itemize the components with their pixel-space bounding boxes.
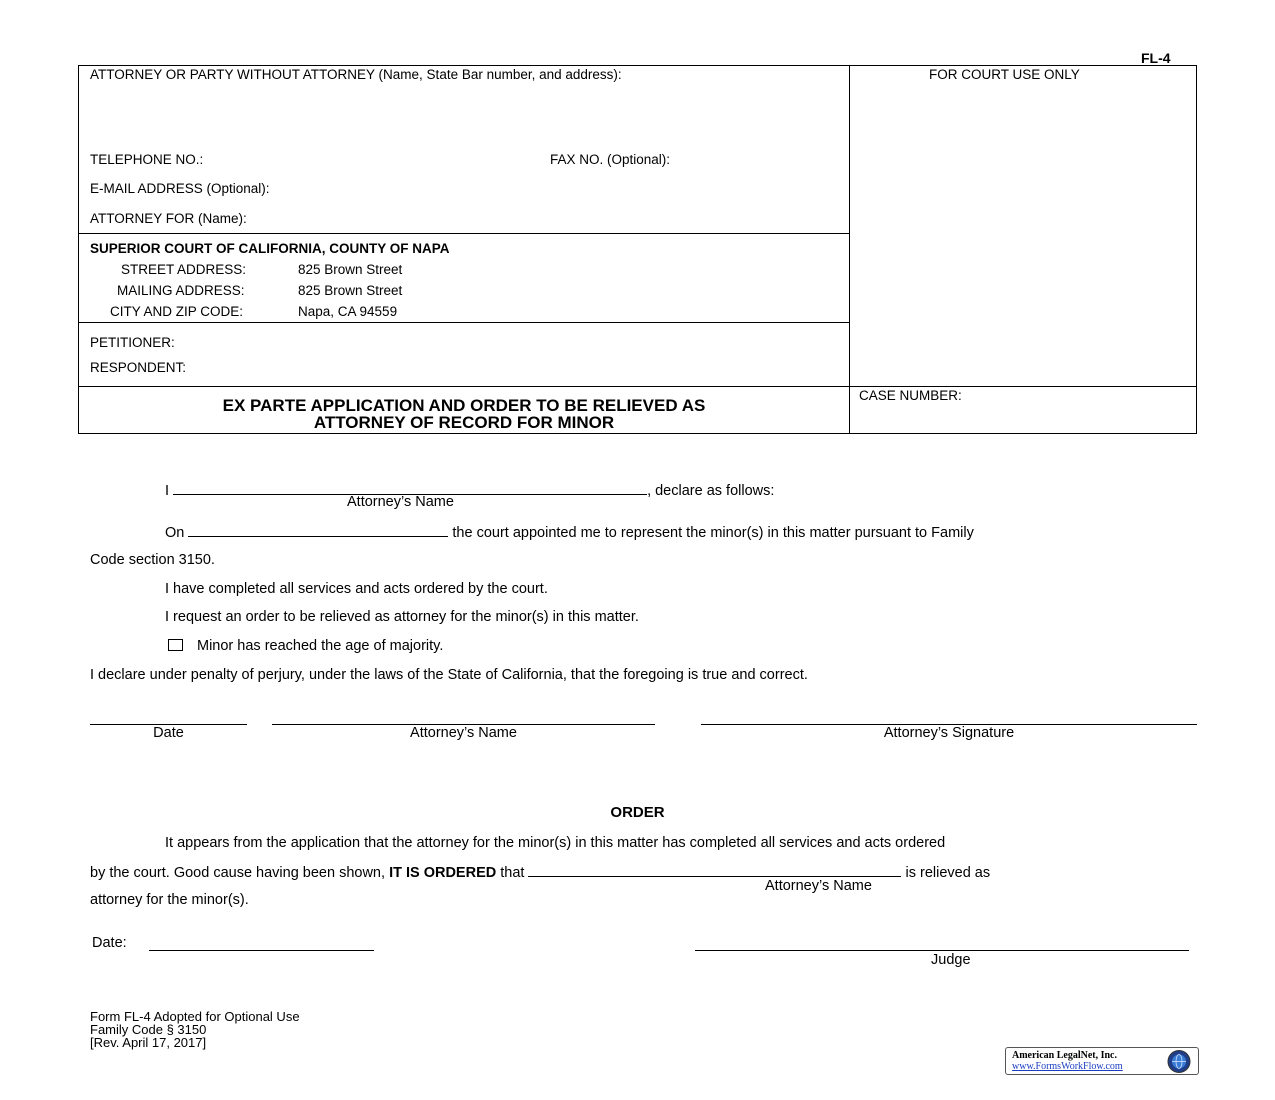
appointment-date-blank[interactable] xyxy=(188,523,448,537)
appointed-line xyxy=(165,523,974,541)
sig-name-caption: Attorney’s Name xyxy=(410,725,517,741)
form-id: FL-4 xyxy=(1141,50,1171,66)
order-attorney-name-blank[interactable] xyxy=(528,863,901,877)
city-label: CITY AND ZIP CODE: xyxy=(110,304,244,319)
order-para-line-1: It appears from the application that the attorney for the minor(s) in this matter has completed all services and acts ordered xyxy=(165,835,946,851)
title-line-1: EX PARTE APPLICATION AND ORDER TO BE RELIEVED AS xyxy=(222,396,706,415)
court-name: SUPERIOR COURT OF CALIFORNIA, COUNTY OF NAPA xyxy=(90,241,450,256)
on-prefix: On xyxy=(165,525,185,541)
majority-checkbox[interactable] xyxy=(168,639,183,651)
attorney-name-caption: Attorney’s Name xyxy=(347,494,454,510)
declare-suffix: , declare as follows: xyxy=(647,483,775,499)
street-value: 825 Brown Street xyxy=(298,262,403,277)
footer-line-2: Family Code § 3150 xyxy=(90,1022,207,1037)
appointed-text: the court appointed me to represent the minor(s) in this matter pursuant to Family xyxy=(452,525,974,541)
caption-divider xyxy=(849,65,850,434)
american-legalnet-logo[interactable] xyxy=(1005,1047,1199,1075)
court-use-label: FOR COURT USE ONLY xyxy=(929,67,1080,82)
sig-date-caption: Date xyxy=(153,725,184,741)
sig-signature-caption: Attorney’s Signature xyxy=(883,725,1015,741)
mailing-label: MAILING ADDRESS: xyxy=(117,283,245,298)
order-heading: ORDER xyxy=(610,804,665,821)
respondent-label: RESPONDENT: xyxy=(90,360,187,375)
order-text-b: that xyxy=(500,865,525,881)
order-para-line-3: attorney for the minor(s). xyxy=(90,892,249,908)
city-value: Napa, CA 94559 xyxy=(298,304,398,319)
order-text-c: is relieved as xyxy=(905,865,991,881)
street-label: STREET ADDRESS: xyxy=(121,262,247,277)
code-section: Code section 3150. xyxy=(90,552,215,568)
attorney-for-label: ATTORNEY FOR (Name): xyxy=(90,211,247,226)
judge-signature-line[interactable] xyxy=(695,950,1189,951)
declare-i: I xyxy=(165,483,170,499)
email-label: E-MAIL ADDRESS (Optional): xyxy=(90,181,270,196)
order-text-a: by the court. Good cause having been shown, xyxy=(90,865,386,881)
judge-label: Judge xyxy=(931,952,971,968)
footer-line-1: Form FL-4 Adopted for Optional Use xyxy=(90,1009,300,1024)
order-date-label: Date: xyxy=(92,935,127,951)
attorney-name-blank[interactable] xyxy=(173,481,647,495)
title-line-2: ATTORNEY OF RECORD FOR MINOR xyxy=(313,413,615,432)
order-name-caption: Attorney’s Name xyxy=(765,878,872,894)
perjury-statement: I declare under penalty of perjury, under the laws of the State of California, that the foregoing is true and correct. xyxy=(90,667,808,683)
caption-rule-1 xyxy=(78,233,850,234)
logo-url[interactable]: www.FormsWorkFlow.com xyxy=(1012,1061,1123,1072)
fax-label: FAX NO. (Optional): xyxy=(550,152,671,167)
declare-line xyxy=(165,481,774,499)
order-date-line[interactable] xyxy=(149,950,374,951)
globe-icon xyxy=(1162,1049,1196,1074)
telephone-label: TELEPHONE NO.: xyxy=(90,152,204,167)
request-statement: I request an order to be relieved as attorney for the minor(s) in this matter. xyxy=(165,609,639,625)
it-is-ordered: IT IS ORDERED xyxy=(389,865,497,881)
majority-label: Minor has reached the age of majority. xyxy=(197,638,444,654)
petitioner-label: PETITIONER: xyxy=(90,335,175,350)
caption-rule-3 xyxy=(78,386,1197,387)
attorney-header: ATTORNEY OR PARTY WITHOUT ATTORNEY (Name, State Bar number, and address): xyxy=(90,67,622,82)
completed-statement: I have completed all services and acts ordered by the court. xyxy=(165,581,548,597)
footer-line-3: [Rev. April 17, 2017] xyxy=(90,1035,207,1050)
case-number-label: CASE NUMBER: xyxy=(859,388,962,403)
caption-rule-2 xyxy=(78,322,850,323)
mailing-value: 825 Brown Street xyxy=(298,283,403,298)
logo-name: American LegalNet, Inc. xyxy=(1012,1050,1117,1061)
